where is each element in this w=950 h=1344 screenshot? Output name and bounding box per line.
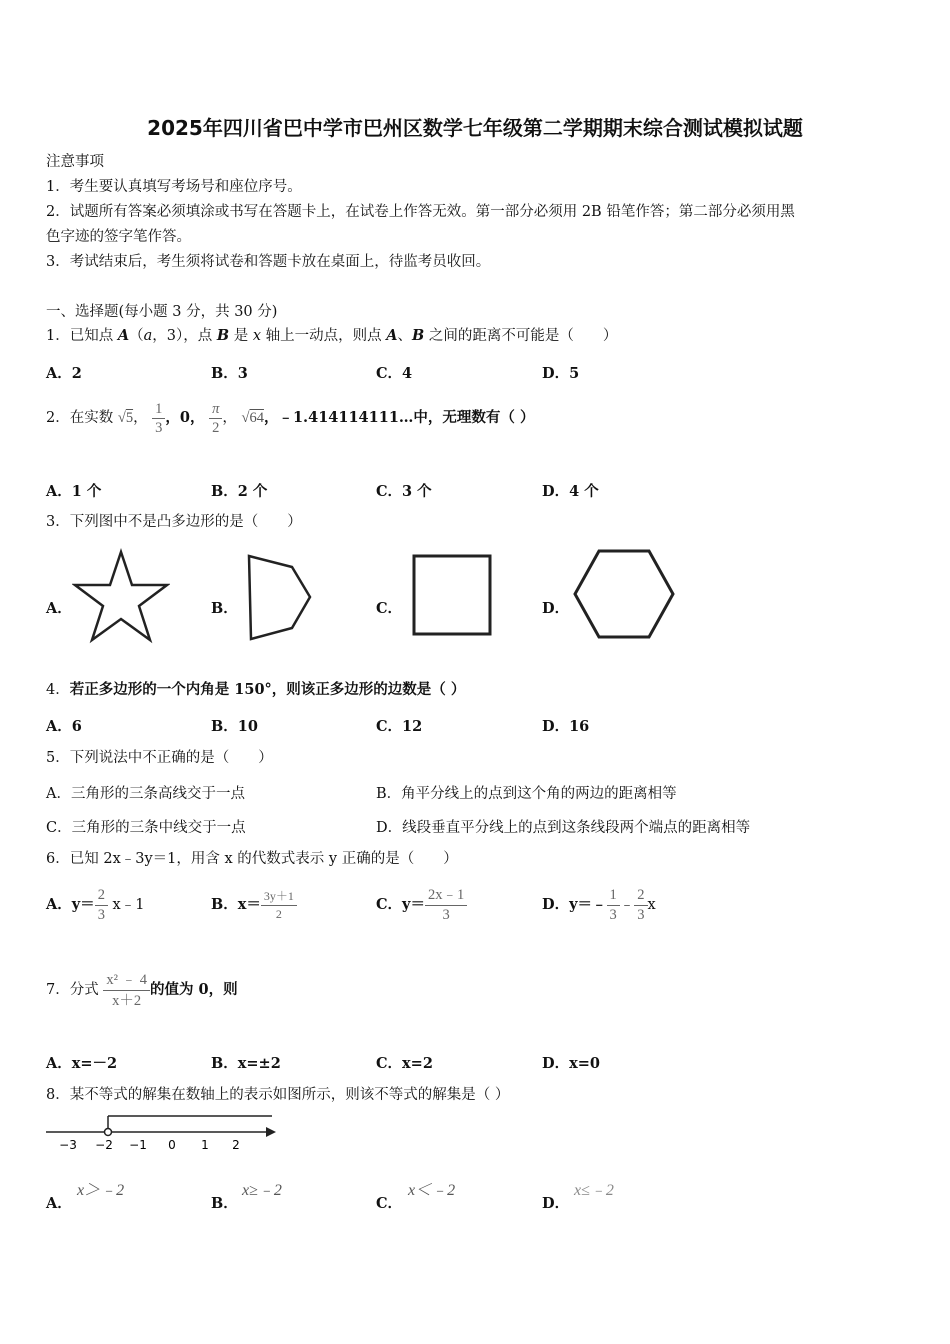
option-a[interactable]: A．6 — [46, 718, 82, 735]
option-c[interactable]: C．3 个 — [376, 483, 432, 500]
tick-label: 0 — [168, 1138, 176, 1152]
star-figure[interactable] — [72, 548, 170, 644]
notice-heading: 注意事项 — [46, 154, 104, 170]
question-5: 5．下列说法中不正确的是（ ） — [46, 750, 273, 766]
pentagon-figure[interactable] — [242, 550, 317, 645]
number-line — [40, 1112, 280, 1154]
option-c[interactable]: C．x=2 — [376, 1055, 433, 1072]
square-figure[interactable] — [406, 550, 496, 640]
option-b[interactable]: B．角平分线上的点到这个角的两边的距离相等 — [376, 786, 677, 802]
question-8: 8．某不等式的解集在数轴上的表示如图所示，则该不等式的解集是（ ） — [46, 1087, 510, 1103]
option-a[interactable]: A．y＝ $\frac{2}{3}$ x﹣1 — [46, 886, 145, 923]
option-c[interactable]: C．y＝ $\frac{2x﹣1}{3}$ — [376, 883, 467, 927]
open-circle — [105, 1129, 112, 1136]
option-b[interactable]: B．3 — [211, 365, 248, 382]
option-c[interactable]: C．三角形的三条中线交于一点 — [46, 820, 246, 836]
notice-item: 色字迹的签字笔作答。 — [46, 229, 191, 245]
tick-label: 2 — [232, 1138, 240, 1152]
option-b[interactable]: B．2 个 — [211, 483, 268, 500]
question-4: 4．若正多边形的一个内角是 150°，则该正多边形的边数是（ ） — [46, 681, 466, 698]
question-6: 6．已知 2x﹣3y＝1，用含 x 的代数式表示 y 正确的是（ ） — [46, 851, 458, 867]
option-b[interactable]: B．x＝ $\frac{3y+1}{2}$ — [211, 883, 297, 927]
option-a[interactable]: A．1 个 — [46, 483, 102, 500]
option-d[interactable]: D．5 — [542, 365, 580, 382]
notice-item: 3．考试结束后，考生须将试卷和答题卡放在桌面上，待监考员收回。 — [46, 254, 491, 270]
option-a[interactable]: A．三角形的三条高线交于一点 — [46, 786, 245, 802]
option-a-label[interactable]: A． — [46, 600, 72, 617]
option-a[interactable]: A．2 — [46, 365, 82, 382]
option-c[interactable]: C．12 — [376, 718, 423, 735]
option-a[interactable]: A．x=－2 — [46, 1055, 118, 1072]
option-a-label[interactable]: A． — [46, 1195, 72, 1212]
question-3: 3．下列图中不是凸多边形的是（ ） — [46, 514, 302, 530]
option-c-label[interactable]: C． — [376, 600, 403, 617]
notice-item: 2．试题所有答案必须填涂或书写在答题卡上，在试卷上作答无效。第一部分必须用 2B 铅笔作答；第二部分必须用黑 — [46, 204, 795, 220]
tick-label: 1 — [201, 1138, 209, 1152]
hexagon-figure[interactable] — [568, 546, 680, 642]
question-2: 2．在实数 √5， $\frac{1}{3}$ ，0， $\frac{\pi}{2}$ ， √64，﹣1.414114111…中，无理数有（ ） — [46, 400, 535, 436]
option-d-expr[interactable]: x≤﹣2 — [574, 1182, 614, 1199]
tick-label: −2 — [95, 1138, 113, 1152]
option-a-expr[interactable]: x＞﹣2 — [77, 1182, 125, 1199]
option-d-label[interactable]: D． — [542, 1195, 570, 1212]
option-c[interactable]: C．4 — [376, 365, 413, 382]
question-1: 1．已知点 A（a，3），点 B 是 x 轴上一动点，则点 A、B 之间的距离不可能是（ ） — [46, 327, 618, 344]
option-d[interactable]: D．x=0 — [542, 1055, 600, 1072]
option-b[interactable]: B．10 — [211, 718, 258, 735]
option-b-label[interactable]: B． — [211, 1195, 238, 1212]
option-b-expr[interactable]: x≥﹣2 — [242, 1182, 282, 1199]
page-title: 2025年四川省巴中学市巴州区数学七年级第二学期期末综合测试模拟试题 — [147, 116, 803, 140]
question-7: 7．分式 $\frac{\text{x² ﹣ 4}}{x+2}$ 的值为 0，则 — [46, 971, 238, 1009]
option-d[interactable]: D．16 — [542, 718, 590, 735]
section-heading: 一、选择题(每小题 3 分，共 30 分) — [46, 304, 278, 320]
option-c-expr[interactable]: x＜﹣2 — [408, 1182, 456, 1199]
notice-item: 1．考生要认真填写考场号和座位序号。 — [46, 179, 302, 195]
option-c-label[interactable]: C． — [376, 1195, 403, 1212]
option-d[interactable]: D．线段垂直平分线上的点到这条线段两个端点的距离相等 — [376, 820, 751, 836]
tick-label: −3 — [59, 1138, 77, 1152]
tick-label: −1 — [129, 1138, 147, 1152]
option-b[interactable]: B．x=±2 — [211, 1055, 281, 1072]
option-d[interactable]: D．y＝﹣ $\frac{1}{3}$ ﹣ $\frac{2}{3}$ x — [542, 886, 656, 923]
option-d-label[interactable]: D． — [542, 600, 570, 617]
option-b-label[interactable]: B． — [211, 600, 238, 617]
option-d[interactable]: D．4 个 — [542, 483, 599, 500]
